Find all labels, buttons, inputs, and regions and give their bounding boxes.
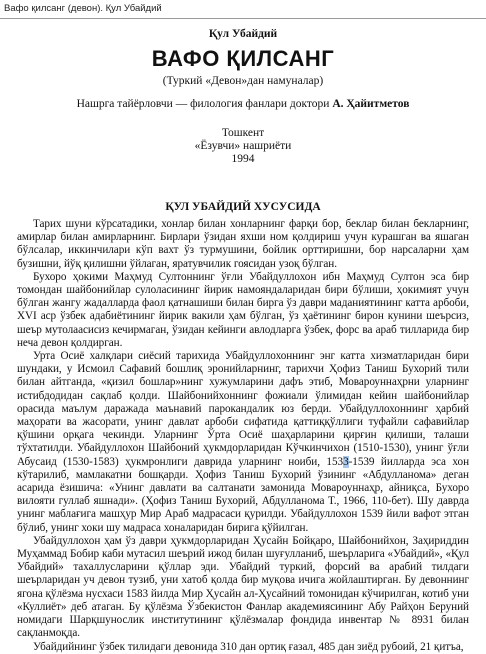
paragraph-3-part-a: Урта Осиё халқлари сиёсий тарихида Убайдуллохоннинг энг катта хизматларидан бири шундаки, у Исмоил Сафавий бошлиқ эронийларнинг, тарихчи Ҳофиз Таниш Бухорий тили билан айтганда, «қизил бошлар»нинг хужумларини дафъ этиб, Мовароуннаҳрни уларнинг истибдодидан сақлаб қолди. Шайбонийхоннинг фожиали ўлимидан кейин шайбонийлар орасида маълум даражада маънавий парокандалик юз берди. Убайдуллохоннинг ҳарбий маҳорати ва жасорати, унинг давлат арбоби сифатида қаттиққўллиги туфайли сафавийлар қўшини орқага чекинди. Уларнинг Ўрта Осиё шаҳарларини қирғин қилиши, талаши тўхтатилди. Убайдуллохон Шайбоний ҳукмдорларидан Кўчкинчихон (1510-1530), унинг ўғли Абусаид (1530-1583) ҳукмронлиги даврида уларнинг ноиби, 153: [17, 350, 469, 468]
paragraph-3: [17, 350, 469, 535]
editor-name: А. Ҳайитметов: [332, 98, 410, 110]
paragraph-2: Бухоро ҳокими Маҳмуд Султоннинг ўғли Убайдуллохон ибн Маҳмуд Султон эса бир томондан шайбонийлар сулоласининг йирик намояндаларидан бири бўлиши, ҳокимият учун бўлган жангу жадалларда фаол қатнашиши билан бирга ўз даври маданиятининг катта арбоби, XVI аср ўзбек адабиётининг йирик вакили ҳам бўлган, ўз ҳаётининг бирон кунини шеърсиз, шеър мутолаасисиз кечирмаган, ўзидан кейинги авлодларга ўзбек, форс ва араб тилларида бир неча девон қолдирган.: [17, 270, 469, 349]
section-heading: ҚУЛ УБАЙДИЙ ХУСУСИДА: [165, 201, 321, 213]
page-header-bar: [0, 0, 486, 19]
publication-city: Тошкент: [221, 127, 265, 139]
paragraph-4: Убайдуллохон ҳам ўз даври ҳукмдорларидан Ҳусайн Бойқаро, Шайбонийхон, Заҳириддин Муҳаммад Бобир каби мутасил шеърий ижод билан шуғулланиб, шеърларига «Убайдий», «Қул Убайдий» тахаллусларини қўллар эди. Убайдий туркий, форсий ва арабий тилдаги шеърларидан уч девон тузиб, уни хатоб қолда бир муқова ичига жойлаштирган. Бу девоннинг ягона қўлёзма нусхаси 1583 йилда Мир Ҳусайн ал-Ҳусайний томонидан кўчирилган, котиб уни «Куллиёт» деб атаган. Бу қўлёзма Ўзбекистон Фанлар академиясининг Абу Райҳон Беруний номидаги Шарқшунослик институтининг қўлёзмалар фондида инвентар № 8931 билан сақланмоқда.: [17, 534, 469, 640]
publication-year: 1994: [231, 153, 255, 165]
text-selection-highlight[interactable]: 3: [343, 455, 349, 468]
book-subtitle: (Туркий «Девон»дан намуналар): [162, 75, 324, 87]
editor-line: [0, 98, 486, 110]
paragraph-3-part-b: -1539 йилларда эса хон кўтарилиб, мамлакатни бошқарди. Ҳофиз Таниш Бухорий ўзининг «Абдулланома» деган асарида ёзишича: «Унинг давлати ва салтанати замонида Мовароуннаҳр, айниқса, Бухоро вилояти гуллаб яшнади». (Ҳофиз Таниш Бухорий, Абдулланома Т., 1966, 110-бет). Шу даврда унинг маблағига машҳур Мир Араб мадрасаси қурилди. Убайдуллохон 1539 йили вафот этган бўлиб, унинг хоки шу мадраса хоналаридан бирига қўйилган.: [17, 455, 470, 534]
book-title: ВАФО ҚИЛСАНГ: [151, 46, 335, 71]
editor-prefix: Нашрга тайёрловчи — филология фанлари доктори: [76, 98, 333, 110]
publisher-name: «Ёзувчи» нашриёти: [194, 140, 292, 152]
paragraph-1: Тарих шуни кўрсатадики, хонлар билан хонларнинг фарқи бор, беклар билан бекларнинг, амирлар билан амирларнинг. Бирлари ўзидан яхши ном қолдириш учун курашган ва яшаган бўлсалар, иккинчилари кўп вахт ўз турмушини, бойлик орттиришни, бор нарсаларни ҳам бузишни, йўқ қилишни ўйлаган, яратувчилик гоясидан узоқ бўлган.: [17, 218, 469, 270]
body-text: [17, 218, 469, 654]
author-name: Қул Убайдий: [208, 28, 278, 40]
paragraph-5: Убайдийнинг ўзбек тилидаги девонида 310 дан ортиқ ғазал, 485 дан зиёд рубоий, 21 қитъа,: [33, 640, 464, 653]
header-caption: Вафо қилсанг (девон). Қул Убайдий: [4, 3, 162, 14]
